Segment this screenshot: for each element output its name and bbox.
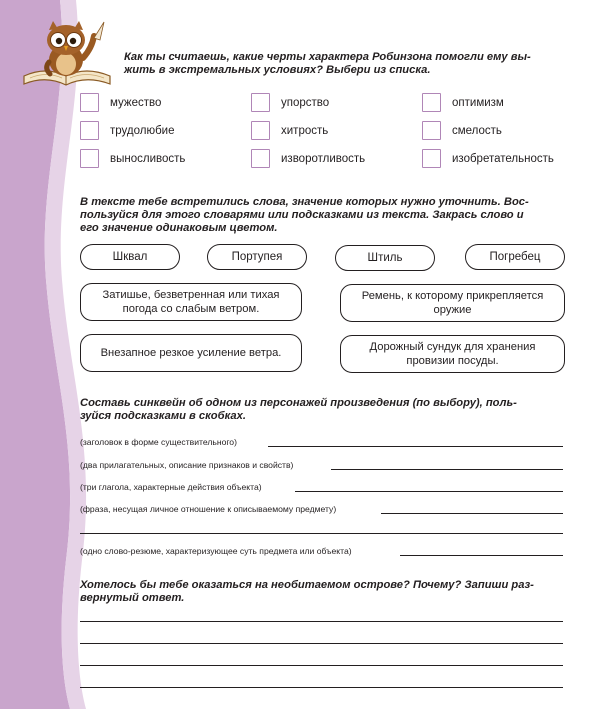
- trait-label: изворотливость: [281, 153, 366, 165]
- cinquain-hint: (заголовок в форме существительного): [80, 437, 237, 447]
- trait-label: изобретательность: [452, 153, 554, 165]
- owl-on-book-icon: [20, 18, 115, 93]
- checkbox-diligence[interactable]: [80, 121, 99, 140]
- checkbox-inventiveness[interactable]: [422, 149, 441, 168]
- checkbox-cunning[interactable]: [251, 121, 270, 140]
- checkbox-optimism[interactable]: [422, 93, 441, 112]
- answer-line[interactable]: [80, 665, 563, 666]
- cinquain-hint: (три глагола, характерные действия объекта): [80, 482, 262, 492]
- answer-line[interactable]: [268, 446, 563, 447]
- trait-label: оптимизм: [452, 97, 504, 109]
- trait-label: выносливость: [110, 153, 186, 165]
- answer-line[interactable]: [80, 621, 563, 622]
- definition-box[interactable]: Внезапное резкое усиление ветра.: [80, 334, 302, 372]
- trait-label: упорство: [281, 97, 330, 109]
- trait-label: хитрость: [281, 125, 329, 137]
- checkbox-courage[interactable]: [80, 93, 99, 112]
- cinquain-hint: (фраза, несущая личное отношение к описываемому предмету): [80, 504, 337, 514]
- answer-line[interactable]: [80, 533, 563, 534]
- word-pill-squall[interactable]: Шквал: [80, 244, 180, 270]
- checkbox-bravery[interactable]: [422, 121, 441, 140]
- cinquain-hint: (одно слово-резюме, характеризующее суть предмета или объекта): [80, 546, 352, 556]
- word-pill-sword-belt[interactable]: Портупея: [207, 244, 307, 270]
- answer-line[interactable]: [331, 469, 563, 470]
- trait-label: смелость: [452, 125, 502, 137]
- word-pill-calm[interactable]: Штиль: [335, 245, 435, 271]
- definition-box[interactable]: Ремень, к которому прикрепляется оружие: [340, 284, 565, 322]
- definition-box[interactable]: Затишье, безветренная или тихая погода со слабым ветром.: [80, 283, 302, 321]
- word-pill-chest[interactable]: Погребец: [465, 244, 565, 270]
- cinquain-hint: (два прилагательных, описание признаков и свойств): [80, 460, 294, 470]
- answer-line[interactable]: [381, 513, 563, 514]
- definition-box[interactable]: Дорожный сундук для хранения провизии посуды.: [340, 335, 565, 373]
- trait-label: трудолюбие: [110, 125, 175, 137]
- question-2: В тексте тебе встретились слова, значение которых нужно уточнить. Вос- пользуйся для этого словарями или подсказками из текста. Закрась слово и его значение одинаковым цветом.: [80, 196, 529, 234]
- answer-line[interactable]: [80, 643, 563, 644]
- answer-line[interactable]: [80, 687, 563, 688]
- question-3: Составь синквейн об одном из персонажей произведения (по выбору), поль- зуйся подсказками в скобках.: [80, 397, 517, 422]
- question-1: Как ты считаешь, какие черты характера Робинзона помогли ему вы- жить в экстремальных условиях? Выбери из списка.: [124, 51, 531, 76]
- checkbox-resourcefulness[interactable]: [251, 149, 270, 168]
- checkbox-endurance[interactable]: [80, 149, 99, 168]
- answer-line[interactable]: [295, 491, 563, 492]
- checkbox-persistence[interactable]: [251, 93, 270, 112]
- answer-line[interactable]: [400, 555, 563, 556]
- trait-label: мужество: [110, 97, 162, 109]
- question-4: Хотелось бы тебе оказаться на необитаемом острове? Почему? Запиши раз- вернутый ответ.: [80, 579, 534, 604]
